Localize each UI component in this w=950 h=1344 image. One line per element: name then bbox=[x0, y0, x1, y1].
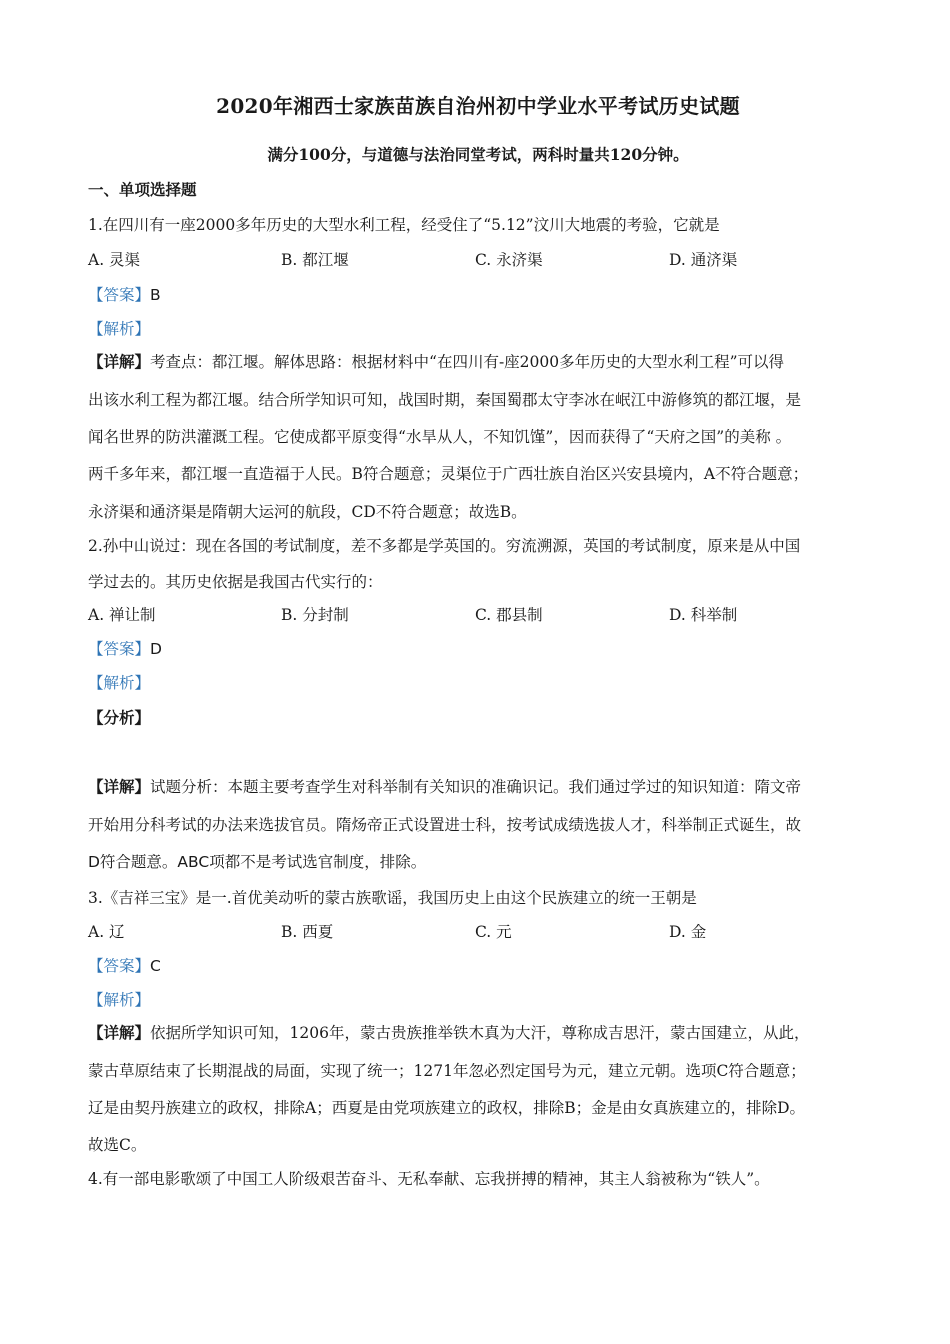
q1-detail-line: 出该水利工程为都江堰。结合所学知识可知，战国时期，秦国蜀郡太守李冰在岷江中游修筑的都江堰，是 bbox=[88, 391, 802, 409]
q2-analysis-tag: 【解析】 bbox=[88, 674, 151, 692]
q1-option-b: B. 都江堰 bbox=[281, 251, 349, 269]
q2-option-c: C. 郡县制 bbox=[475, 606, 543, 624]
q3-answer bbox=[88, 954, 161, 976]
detail-tag: 【详解】 bbox=[88, 777, 151, 796]
q3-detail-line: 蒙古草原结束了长期混战的局面，实现了统一；1271年忽必烈定国号为元，建立元朝。选项C符合题意； bbox=[88, 1062, 806, 1080]
q2-fenxi-tag: 【分析】 bbox=[88, 708, 151, 727]
q1-detail-line bbox=[88, 350, 784, 372]
q3-stem: 3.《吉祥三宝》是一.首优美动听的蒙古族歌谣，我国历史上由这个民族建立的统一王朝是 bbox=[88, 889, 697, 907]
section-heading: 一、单项选择题 bbox=[88, 180, 197, 199]
q2-stem: 2.孙中山说过：现在各国的考试制度，差不多都是学英国的。穷流溯源，英国的考试制度，原来是从中国 bbox=[88, 537, 801, 555]
q1-answer bbox=[88, 283, 161, 305]
q3-option-a: A. 辽 bbox=[88, 923, 125, 941]
answer-value: C bbox=[150, 957, 161, 975]
q1-option-d: D. 通济渠 bbox=[669, 251, 738, 269]
detail-tag: 【详解】 bbox=[88, 1023, 151, 1042]
q3-detail-line: 辽是由契丹族建立的政权，排除A；西夏是由党项族建立的政权，排除B；金是由女真族建立的，排除D。 bbox=[88, 1099, 806, 1117]
q2-stem: 学过去的。其历史依据是我国古代实行的： bbox=[88, 573, 383, 591]
q3-option-c: C. 元 bbox=[475, 923, 512, 941]
q2-option-a: A. 禅让制 bbox=[88, 606, 156, 624]
q2-option-b: B. 分封制 bbox=[281, 606, 349, 624]
answer-tag: 【答案】 bbox=[88, 640, 151, 658]
q4-stem: 4.有一部电影歌颂了中国工人阶级艰苦奋斗、无私奉献、忘我拼搏的精神，其主人翁被称为“铁人”。 bbox=[88, 1170, 770, 1188]
q1-detail-line: 两千多年来，都江堰一直造福于人民。B符合题意；灵渠位于广西壮族自治区兴安县境内，A不符合题意； bbox=[88, 465, 809, 483]
q1-option-a: A. 灵渠 bbox=[88, 251, 141, 269]
q3-detail-line: 故选C。 bbox=[88, 1136, 147, 1154]
q2-detail-line: 开始用分科考试的办法来选拔官员。隋炀帝正式设置进士科，按考试成绩选拔人才，科举制正式诞生，故 bbox=[88, 816, 802, 834]
q2-detail-line bbox=[88, 775, 801, 797]
answer-value: D bbox=[150, 640, 162, 658]
page-title: 2020年湘西士家族苗族自治州初中学业水平考试历史试题 bbox=[216, 94, 740, 118]
q3-analysis-tag: 【解析】 bbox=[88, 991, 151, 1009]
q2-option-d: D. 科举制 bbox=[669, 606, 738, 624]
q3-option-b: B. 西夏 bbox=[281, 923, 334, 941]
detail-text: 考查点：都江堰。解体思路：根据材料中“在四川有-座2000多年历史的大型水利工程”可以得 bbox=[150, 353, 785, 371]
detail-text: 试题分析：本题主要考查学生对科举制有关知识的准确识记。我们通过学过的知识知道：隋文帝 bbox=[150, 778, 802, 796]
q3-detail-line bbox=[88, 1021, 809, 1043]
q2-detail-line: D符合题意。ABC项都不是考试选官制度，排除。 bbox=[88, 853, 427, 871]
detail-text: 依据所学知识可知，1206年，蒙古贵族推举铁木真为大汗，尊称成吉思汗，蒙古国建立，从此， bbox=[150, 1024, 810, 1042]
answer-tag: 【答案】 bbox=[88, 957, 151, 975]
q1-analysis-tag: 【解析】 bbox=[88, 320, 151, 338]
detail-tag: 【详解】 bbox=[88, 352, 151, 371]
answer-tag: 【答案】 bbox=[88, 286, 151, 304]
q1-stem: 1.在四川有一座2000多年历史的大型水利工程，经受住了“5.12”汶川大地震的考验，它就是 bbox=[88, 216, 720, 234]
q1-detail-line: 永济渠和通济渠是隋朝大运河的航段，CD不符合题意；故选B。 bbox=[88, 503, 527, 521]
q3-option-d: D. 金 bbox=[669, 923, 707, 941]
q1-detail-line: 闻名世界的防洪灌溉工程。它使成都平原变得“水旱从人，不知饥馑”，因而获得了“天府之国”的美称 。 bbox=[88, 428, 792, 446]
q1-option-c: C. 永济渠 bbox=[475, 251, 543, 269]
q2-answer bbox=[88, 637, 162, 659]
answer-value: B bbox=[150, 286, 161, 304]
page-subtitle: 满分100分，与道德与法治同堂考试，两科时量共120分钟。 bbox=[267, 145, 689, 164]
